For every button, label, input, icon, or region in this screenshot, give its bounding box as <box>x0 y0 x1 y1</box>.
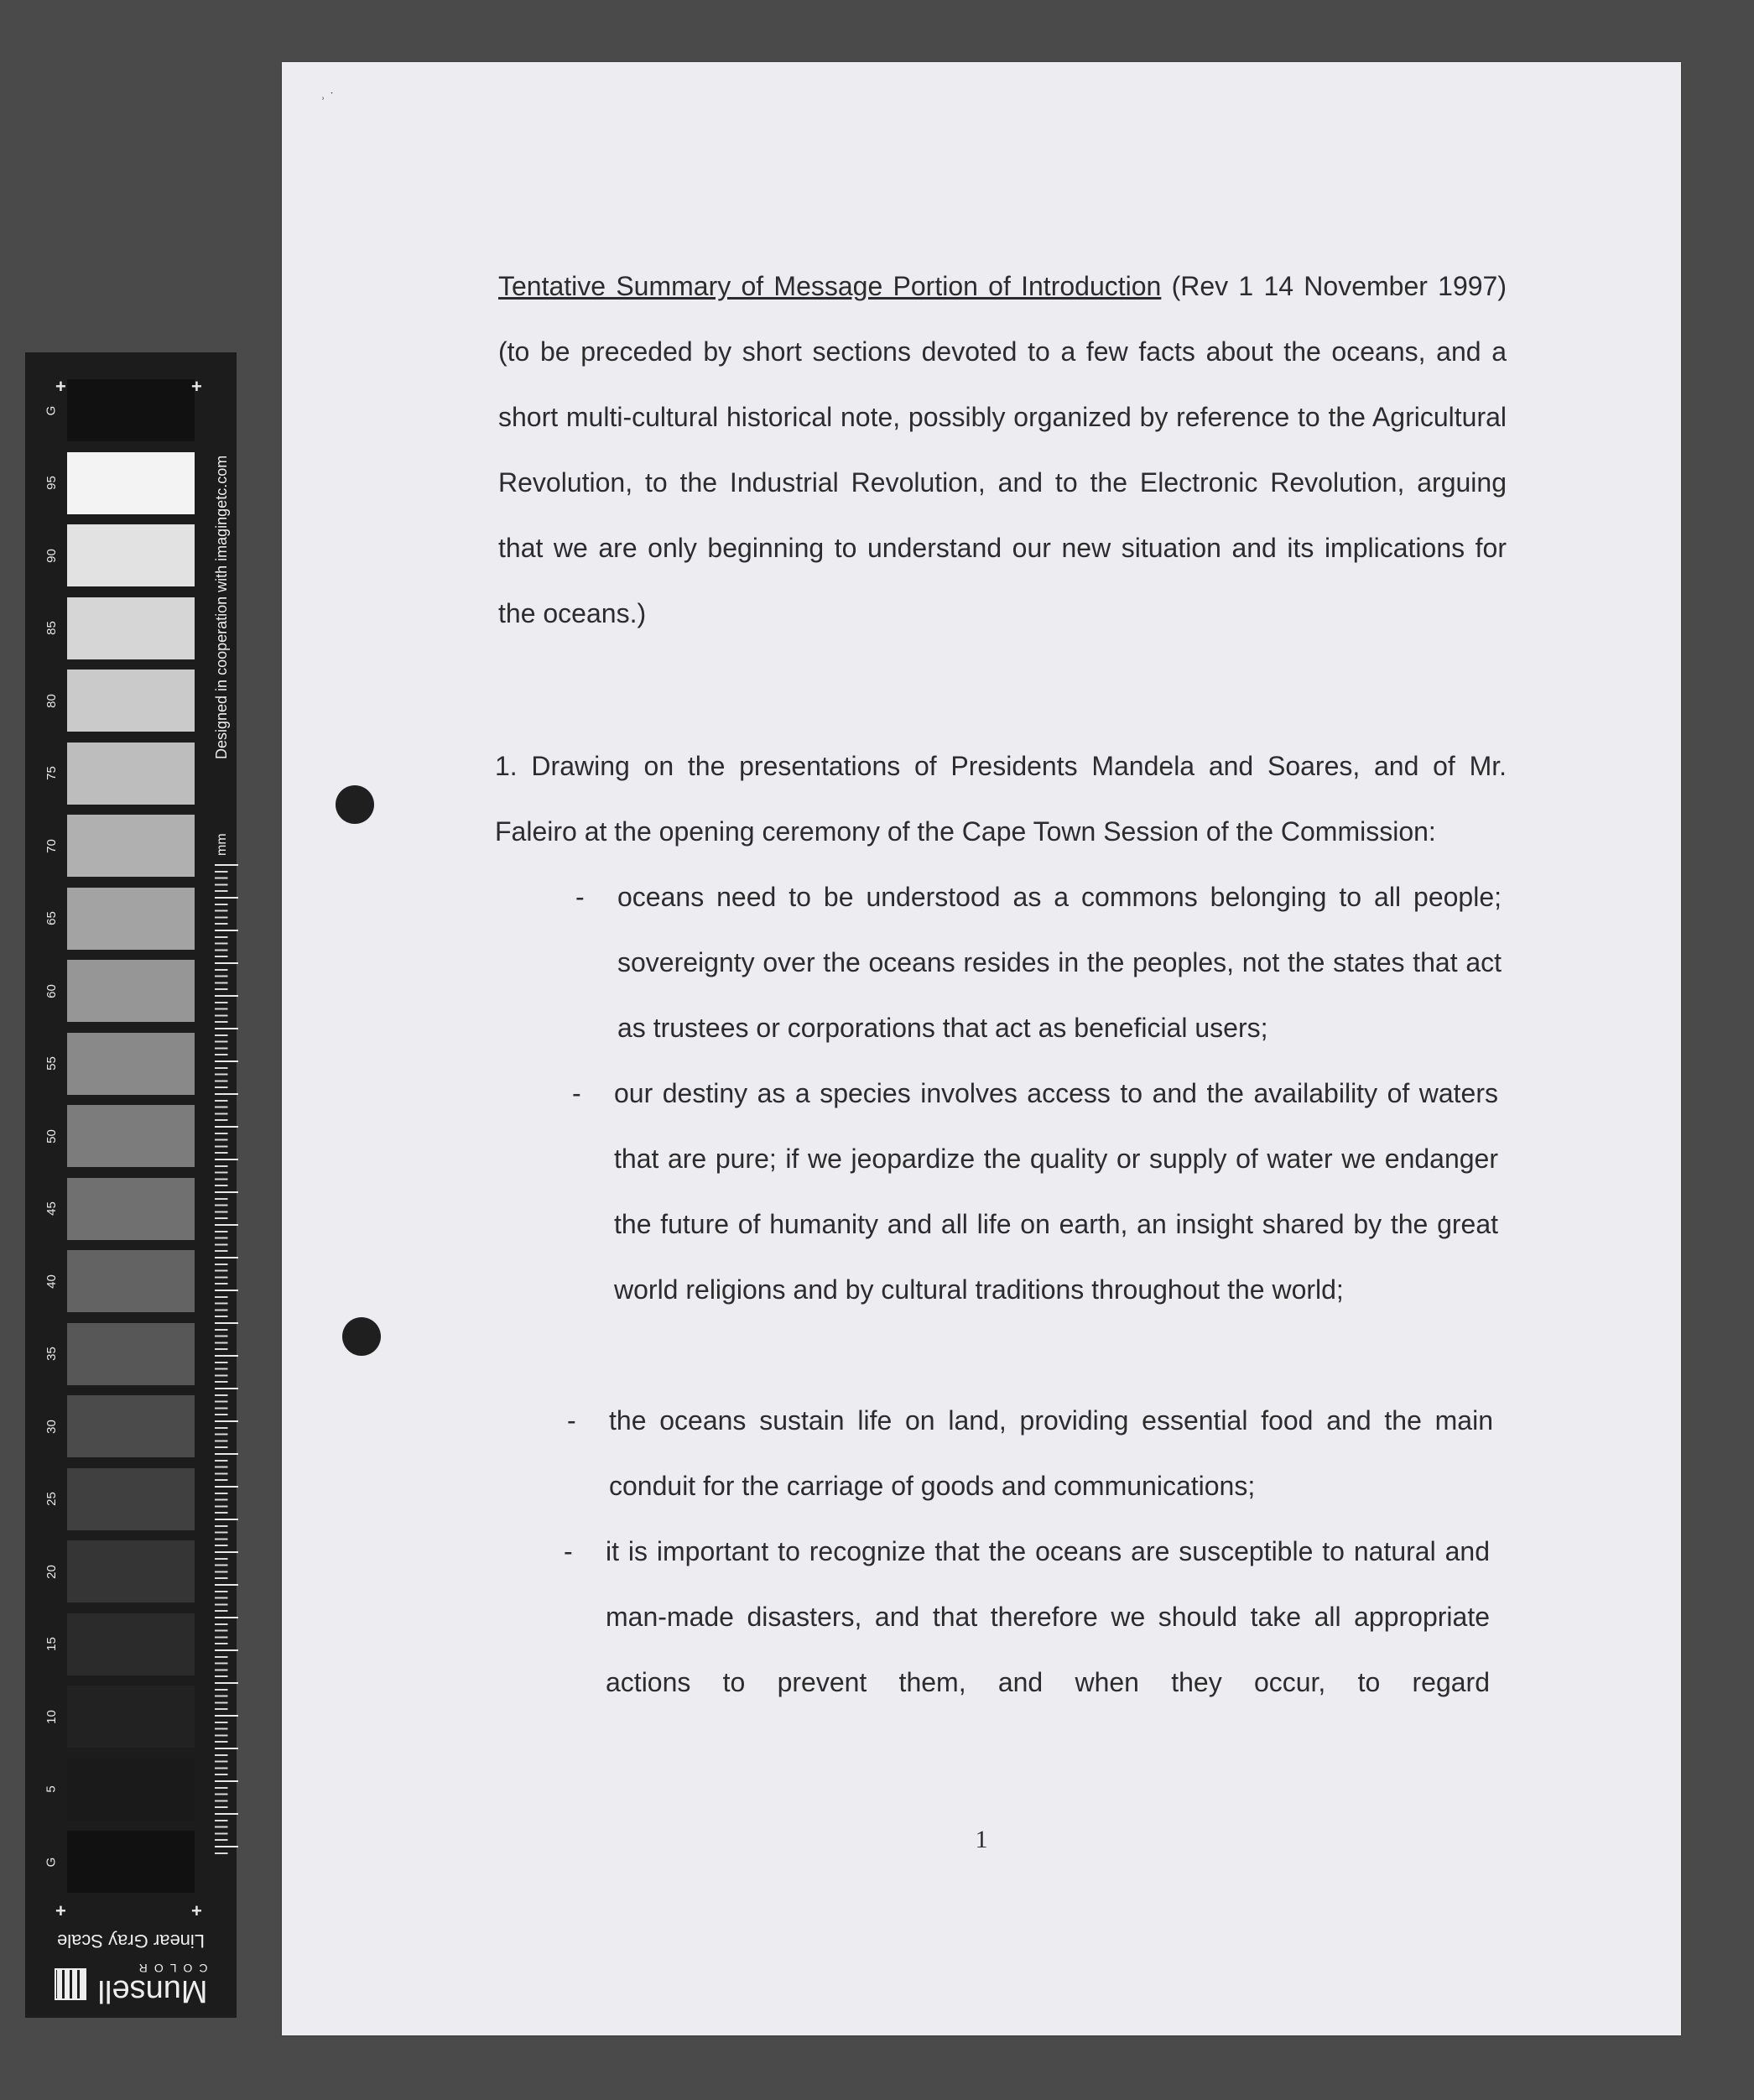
gray-patch-label: 35 <box>44 1347 59 1361</box>
brand-name: Munsell <box>97 1973 208 2009</box>
gray-patch <box>67 1468 195 1530</box>
gray-patch <box>67 1831 195 1893</box>
gray-patch <box>67 1395 195 1457</box>
gray-patch-label: G <box>44 405 59 415</box>
gray-patch <box>67 670 195 732</box>
gray-patch-label: G <box>44 1857 59 1867</box>
gray-patch <box>67 1178 195 1240</box>
bullet-text: oceans need to be understood as a commons belonging to all people; sovereignty over the oceans resides in the peoples, not the states that act as trustees or corporations that act as beneficial users; <box>617 882 1502 1043</box>
gray-patch-label: 15 <box>44 1637 59 1651</box>
gray-scale-card <box>25 352 237 2018</box>
bullet-dash: - <box>567 1405 576 1436</box>
gray-patch-label: 50 <box>44 1128 59 1144</box>
document-page <box>282 62 1681 2035</box>
bullet-dash: - <box>575 882 585 912</box>
plus-mark: + <box>55 376 66 397</box>
gray-patch-label: 90 <box>44 548 59 563</box>
bullet-item <box>564 1519 1490 1715</box>
gray-patch-label: 20 <box>44 1564 59 1579</box>
gray-patch <box>67 1613 195 1675</box>
gray-patch <box>67 1759 195 1821</box>
stray-marks: ˒ ˑ <box>320 87 334 104</box>
gray-patch <box>67 1033 195 1095</box>
bullet-text: it is important to recognize that the oceans are susceptible to natural and man-made disasters, and that therefore we should take all appropriate actions to prevent them, and when they occur, to regard <box>606 1536 1490 1697</box>
bullet-item <box>572 1060 1498 1322</box>
gray-patch <box>67 888 195 950</box>
brand-subtitle: COLOR <box>132 1962 208 1975</box>
gray-patch <box>67 960 195 1022</box>
bullet-text: our destiny as a species involves access to and the availability of waters that are pure; if we jeopardize the quality or supply of water we endanger the future of humanity and all life on earth, an insight shared by the great world religions and by cultural traditions throughout the world; <box>614 1078 1498 1305</box>
gray-patch-label: 55 <box>44 1056 59 1071</box>
gray-patch-label: 60 <box>44 983 59 998</box>
munsell-logo-icon <box>55 1968 86 2000</box>
gray-patch-label: 10 <box>44 1709 59 1724</box>
munsell-brand <box>25 1962 237 2007</box>
point-1-paragraph: 1. Drawing on the presentations of Presidents Mandela and Soares, and of Mr. Faleiro at the opening ceremony of the Cape Town Session of the Commission: <box>495 751 1507 847</box>
intro-paragraph <box>498 253 1507 646</box>
plus-mark: + <box>191 1900 202 1921</box>
gray-patch-label: 95 <box>44 476 59 490</box>
designed-credit: Designed in cooperation with imagingetc.com <box>213 455 230 759</box>
mm-label: mm <box>215 833 229 856</box>
gray-patch <box>67 452 195 514</box>
gray-patch <box>67 1686 195 1748</box>
scale-title: Linear Gray Scale <box>56 1931 206 1951</box>
gray-patch <box>67 1250 195 1312</box>
gray-patch-label: 25 <box>44 1492 59 1506</box>
gray-patch-label: 80 <box>44 693 59 708</box>
bullet-dash: - <box>564 1536 573 1566</box>
gray-patch <box>67 524 195 586</box>
gray-patch <box>67 815 195 877</box>
gray-patch <box>67 1540 195 1602</box>
bullet-dash: - <box>572 1078 581 1108</box>
gray-patch-label: 30 <box>44 1419 59 1434</box>
gray-patch <box>67 1105 195 1167</box>
document-heading: Tentative Summary of Message Portion of Introduction <box>498 271 1162 301</box>
gray-patch-label: 85 <box>44 621 59 635</box>
gray-patch-label: 40 <box>44 1274 59 1289</box>
intro-text: (Rev 1 14 November 1997) (to be preceded by short sections devoted to a few facts about the oceans, and a short multi-cultural historical note, possibly organized by reference to the Agricultural Revolution, to the Industrial Revolution, and to the Electronic Revolution, arguing that we are only beginning to understand our new situation and its implications for the oceans.) <box>498 271 1507 628</box>
bullet-text: the oceans sustain life on land, providing essential food and the main conduit for the carriage of goods and communications; <box>609 1405 1493 1501</box>
bullet-item <box>575 864 1502 1060</box>
plus-mark: + <box>191 376 202 397</box>
bullet-item <box>567 1388 1493 1519</box>
document-body <box>282 62 1681 2035</box>
gray-patch <box>67 597 195 659</box>
gray-patch-label: 65 <box>44 911 59 925</box>
gray-patch-label: 45 <box>44 1201 59 1216</box>
mm-ruler-major-ticks <box>215 864 238 1858</box>
plus-mark: + <box>55 1900 66 1921</box>
gray-patch <box>67 743 195 805</box>
gray-patch-label: 75 <box>44 766 59 780</box>
gray-patch <box>67 379 195 441</box>
gray-patch-label: 5 <box>44 1785 59 1793</box>
gray-patch <box>67 1323 195 1385</box>
page-number: 1 <box>975 1826 988 1853</box>
gray-patch-label: 70 <box>44 838 59 853</box>
